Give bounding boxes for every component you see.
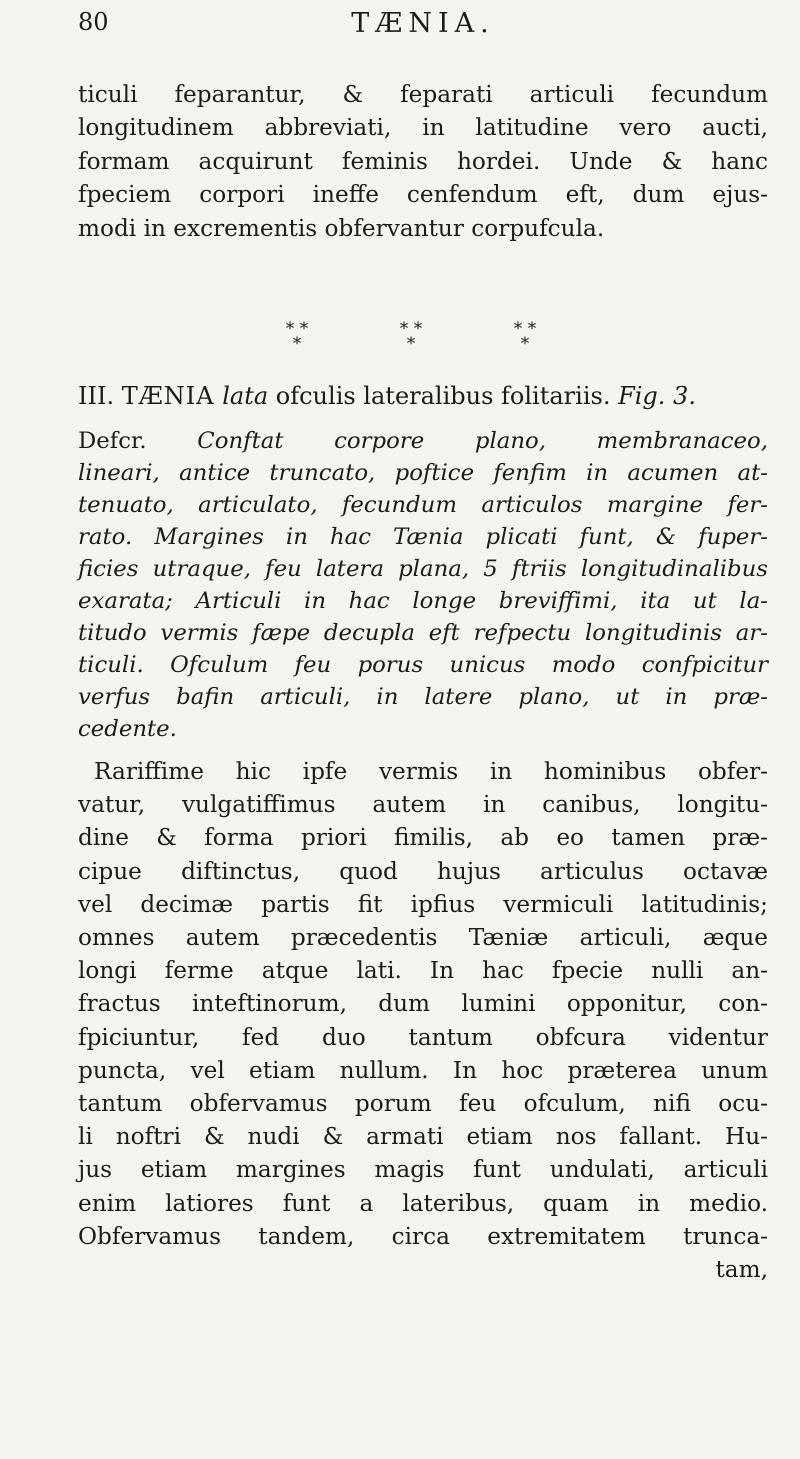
asterism: * * *: [285, 319, 309, 354]
asterism: * * *: [513, 319, 537, 354]
text-line: puncta, vel etiam nullum. In hoc præterea unum: [78, 1056, 768, 1084]
text-line: dine & forma priori fimilis, ab eo tamen præ-: [78, 824, 768, 852]
text-line: tenuato, articulato, fecundum articulos margine fer-: [78, 492, 768, 518]
text-line: formam acquirunt feminis hordei. Unde & hanc: [78, 147, 768, 175]
text-line: rato. Margines in hac Tænia plicati funt, & fuper-: [78, 524, 768, 550]
text-line: titudo vermis fæpe decupla eft refpectu longitudinis ar-: [78, 620, 768, 646]
text-line: longitudinem abbreviati, in latitudine vero aucti,: [78, 114, 768, 142]
page-header: [78, 8, 768, 48]
text-line: fpiciuntur, fed duo tantum obfcura videntur: [78, 1023, 768, 1051]
text-line: enim latiores funt a lateribus, quam in medio.: [78, 1189, 768, 1217]
text-line: vel decimæ partis fit ipfius vermiculi latitudinis;: [78, 890, 768, 918]
section-separator: [0, 319, 800, 372]
paragraph-continued: [78, 78, 768, 245]
text-line: jus etiam margines magis funt undulati, articuli: [78, 1156, 768, 1184]
text-line: tantum obfervamus porum feu ofculum, nifi ocu-: [78, 1090, 768, 1118]
running-title: TÆNIA.: [351, 8, 495, 39]
species-description: [78, 425, 768, 745]
section-epithet: lata: [222, 382, 269, 410]
text-line: Rariffime hic ipfe vermis in hominibus obfer-: [94, 758, 768, 785]
section-genus: TÆNIA: [121, 382, 215, 410]
text-line: ticuli feparantur, & feparati articuli fecundum: [78, 81, 768, 108]
text-line: tam,: [715, 1256, 768, 1284]
text-line: fractus inteftinorum, dum lumini opponitur, con-: [78, 990, 768, 1018]
paragraph-observations: [78, 755, 768, 1286]
text-line: ficies utraque, feu latera plana, 5 ftriis longitudinalibus: [78, 556, 768, 582]
text-line: ticuli. Ofculum feu porus unicus modo confpicitur: [78, 652, 768, 678]
text-line: modi in excrementis obfervantur corpufcula.: [78, 214, 605, 242]
page-number: 80: [78, 8, 109, 36]
section-numeral: III.: [78, 382, 115, 410]
text-line: exarata; Articuli in hac longe breviffimi, ita ut la-: [78, 588, 768, 614]
text-line: cipue diftinctus, quod hujus articulus octavæ: [78, 857, 768, 885]
text-line: Defcr. Conftat corpore plano, membranaceo,: [78, 428, 768, 454]
text-line: lineari, antice truncato, poftice fenfim in acumen at-: [78, 460, 768, 486]
asterism: * * *: [399, 319, 423, 354]
text-line: longi ferme atque lati. In hac fpecie nulli an-: [78, 957, 768, 985]
text-line: cedente.: [78, 716, 177, 742]
text-line: verfus bafin articuli, in latere plano, ut in præ-: [78, 684, 768, 710]
text-line: Obfervamus tandem, circa extremitatem trunca-: [78, 1222, 768, 1250]
text-line: fpeciem corpori ineffe cenfendum eft, dum ejus-: [78, 181, 768, 209]
figure-reference: Fig. 3.: [618, 382, 696, 410]
text-line: li noftri & nudi & armati etiam nos fallant. Hu-: [78, 1123, 768, 1151]
section-diagnosis: ofculis lateralibus folitariis.: [275, 382, 611, 410]
text-line: omnes autem præcedentis Tæniæ articuli, æque: [78, 924, 768, 952]
section-heading: [78, 382, 696, 410]
text-line: vatur, vulgatiffimus autem in canibus, longitu-: [78, 791, 768, 819]
